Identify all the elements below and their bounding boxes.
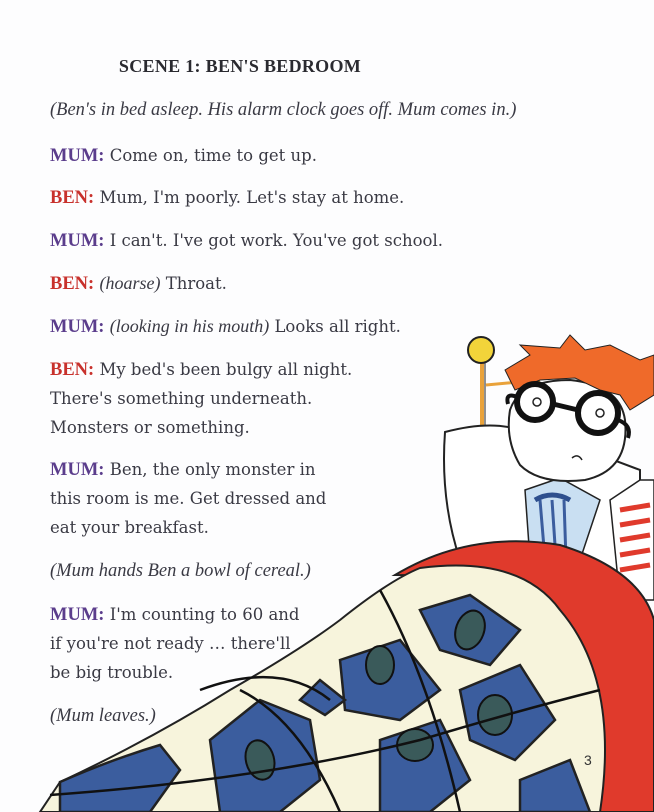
speaker-label: MUM: (50, 605, 105, 625)
dialogue-continuation: this room is me. Get dressed and (50, 489, 327, 508)
stage-direction: (Mum leaves.) (50, 706, 156, 726)
dialogue-line (50, 455, 316, 485)
dialogue-text: Mum, I'm poorly. Let's stay at home. (99, 188, 405, 207)
dialogue-continuation: if you're not ready … there'll (50, 634, 291, 653)
dialogue-continuation: There's something underneath. (50, 389, 313, 408)
stage-direction: (Ben's in bed asleep. His alarm clock goes off. Mum comes in.) (50, 100, 517, 120)
dialogue-line (50, 226, 443, 256)
page-number: 3 (584, 752, 592, 768)
dialogue-text: Come on, time to get up. (109, 146, 317, 165)
dialogue-line (50, 141, 317, 171)
dialogue-text: My bed's been bulgy all night. (99, 360, 353, 379)
inline-direction: (hoarse) (99, 273, 161, 293)
speaker-label: BEN: (50, 360, 95, 380)
dialogue-line (50, 355, 352, 385)
stage-direction: (Mum hands Ben a bowl of cereal.) (50, 561, 311, 581)
speaker-label: BEN: (50, 274, 95, 294)
dialogue-text: Looks all right. (274, 317, 401, 336)
inline-direction: (looking in his mouth) (109, 316, 270, 336)
speaker-label: MUM: (50, 231, 105, 251)
speaker-label: MUM: (50, 146, 105, 166)
dialogue-text: Ben, the only monster in (109, 460, 316, 479)
speaker-label: BEN: (50, 188, 95, 208)
dialogue-text: Throat. (165, 274, 227, 293)
dialogue-line (50, 269, 227, 299)
dialogue-line (50, 312, 401, 342)
dialogue-line (50, 183, 404, 213)
speaker-label: MUM: (50, 317, 105, 337)
dialogue-continuation: be big trouble. (50, 663, 174, 682)
dialogue-continuation: eat your breakfast. (50, 518, 209, 537)
dialogue-text: I'm counting to 60 and (109, 605, 300, 624)
dialogue-line (50, 600, 300, 630)
scene-title: SCENE 1: BEN'S BEDROOM (118, 56, 362, 76)
dialogue-continuation: Monsters or something. (50, 418, 250, 437)
speaker-label: MUM: (50, 460, 105, 480)
dialogue-text: I can't. I've got work. You've got school. (109, 231, 443, 250)
